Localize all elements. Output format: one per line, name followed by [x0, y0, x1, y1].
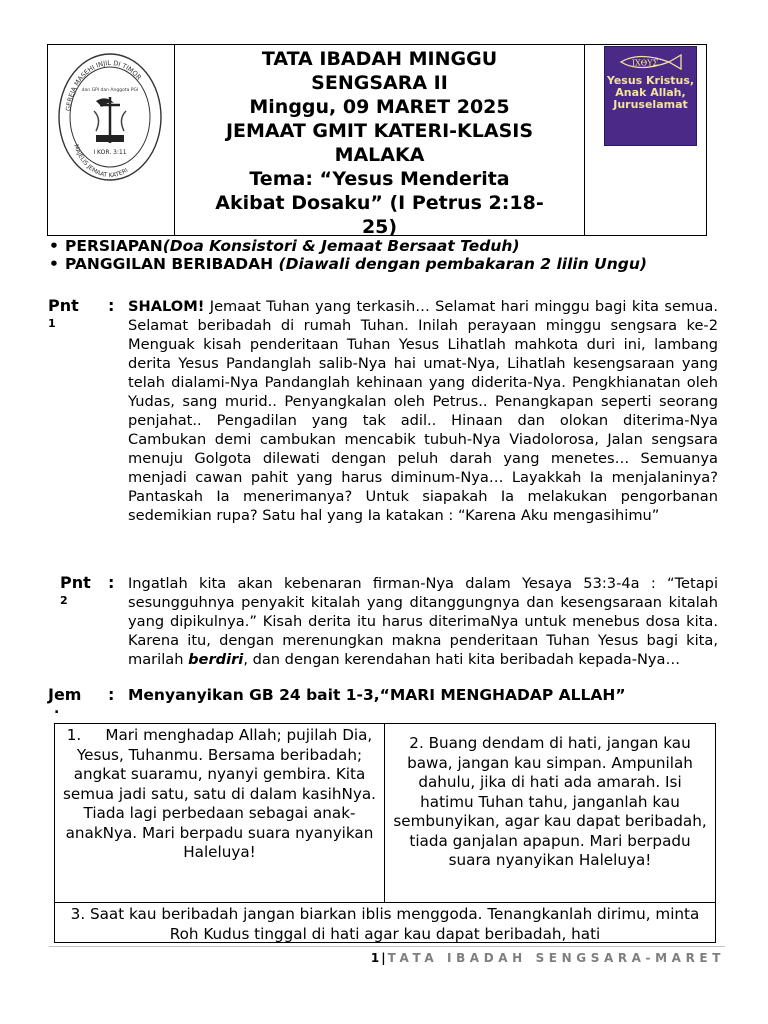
- speaker-label: Pnt: [60, 573, 91, 592]
- emblem-line: Juruselamat: [613, 98, 688, 111]
- speaker-label: Jem: [48, 685, 82, 704]
- bullet-italic: (Doa Konsistori & Jemaat Bersaat Teduh): [162, 237, 520, 255]
- page-footer: [49, 946, 725, 965]
- title-line: Akibat Dosaku” (I Petrus 2:18-: [215, 192, 544, 214]
- seal-top-text: GEREJA MASEHI INJIL DI TIMOR: [64, 58, 143, 112]
- bullet-persiapan: [49, 237, 721, 255]
- title-line: 25): [361, 216, 398, 238]
- seal-bottom-text: MAJELIS JEMAAT KATERI: [72, 143, 130, 180]
- title-line: TATA IBADAH MINGGU: [261, 48, 498, 70]
- bullet-panggilan: [49, 255, 721, 273]
- jem-row: [48, 685, 718, 717]
- title-line: Minggu, 09 MARET 2025: [249, 96, 510, 118]
- title-line: Tema: “Yesus Menderita: [249, 168, 510, 190]
- shalom-lead: SHALOM!: [128, 298, 205, 315]
- pnt1-row: [48, 297, 718, 525]
- seal-inner-text: dan GPI dan Anggota PGI: [81, 88, 139, 93]
- church-seal-logo: [56, 51, 164, 183]
- emblem-line: Yesus Kristus,: [606, 74, 695, 87]
- title-cell: [175, 45, 585, 238]
- seal-verse: I KOR. 3:11: [93, 149, 127, 156]
- bullet-italic: (Diawali dengan pembakaran 2 lilin Ungu): [278, 255, 647, 273]
- song-verse-3: 3. Saat kau beribadah jangan biarkan iblis menggoda. Tenangkanlah dirimu, minta Roh Kudus tinggal di hati agar kau dapat beribadah, hati: [70, 905, 700, 943]
- bullet-bold: PANGGILAN BERIBADAH: [65, 255, 279, 273]
- ichthys-text: IXΘYΣ: [631, 58, 658, 68]
- song-verse-1: 1. Mari menghadap Allah; pujilah Dia, Yesus, Tuhanmu. Bersama beribadah; angkat suaramu, nyanyi gembira. Kita semua jadi satu, satu di dalam kasihNya. Tiada lagi perbedaan sebagai anak-anakNya. Mari berpadu suara nyanyikan Haleluya!: [55, 724, 385, 902]
- bullet-dot: •: [49, 237, 59, 255]
- emblem-cell: [585, 45, 706, 235]
- pnt1-text: SHALOM! Jemaat Tuhan yang terkasih… Selamat hari minggu bagi kita semua. Selamat beribadah di rumah Tuhan. Inilah perayaan minggu sengsara ke-2 Menguak kisah penderitaan Tuhan Yesus Lihatlah mahkota duri ini, lambang derita Yesus Pandanglah salib-Nya hai umat-Nya, Lihatlah kesengsaraan yang telah dialami-Nya Pandanglah kehinaan yang diderita-Nya. Pengkhianatan oleh Yudas, sang murid.. Penyangkalan oleh Petrus.. Penangkapan seperti seorang penjahat.. Pengadilan yang tak adil.. Hinaan dan olokan diterima-Nya Cambukan demi cambukan mencabik tubuh-Nya Viadolorosa, Jalan sengsara menuju Golgota dilewati dengan peluh darah yang menetes… Semuanya menjadi cawan pahit yang harus diminum-Nya… Layakkah Ia menjalaninya? Pantaskah Ia menerimanya? Untuk siapakah Ia melakukan pengorbanan sedemikian rupa? Satu hal yang Ia katakan : “Karena Aku mengasihimu”: [128, 298, 718, 524]
- bullet-bold: PERSIAPAN: [65, 237, 163, 255]
- footer-separator: |: [381, 951, 386, 965]
- ichthys-emblem: [604, 46, 697, 146]
- jem-text: Menyanyikan GB 24 bait 1-3,“MARI MENGHADAP ALLAH”: [128, 686, 626, 704]
- colon: :: [108, 296, 115, 315]
- speaker-number: 2: [60, 594, 68, 607]
- pnt2-text: Ingatlah kita akan kebenaran firman-Nya dalam Yesaya 53:3-4a : “Tetapi sesungguhnya penyakit kitalah yang ditanggungnya dan kesengsaraan kitalah yang dipikulnya.” Kisah derita itu harus diterimaNya untuk menebus dosa kita. Karena itu, dengan merenungkan makna penderitaan Tuhan Yesus bagi kita, marilah berdiri, dan dengan kerendahan hati kita beribadah kepada-Nya…: [128, 575, 718, 668]
- fish-icon: [619, 53, 683, 71]
- logo-cell: [48, 45, 175, 235]
- page-number: 1: [370, 951, 380, 965]
- pnt2-row: [48, 574, 718, 669]
- footer-title: TATA IBADAH SENGSARA-MARET: [387, 951, 725, 965]
- header-table: [47, 44, 707, 236]
- bullet-dot: •: [49, 255, 59, 273]
- speaker-label: Pnt: [48, 296, 79, 315]
- emblem-line: Anak Allah,: [615, 86, 686, 99]
- title-line: JEMAAT GMIT KATERI-KLASIS: [225, 120, 534, 142]
- speaker-dot: .: [54, 701, 60, 717]
- colon: :: [108, 573, 115, 592]
- emphasis-berdiri: berdiri: [188, 651, 244, 668]
- bullet-list: [49, 237, 721, 273]
- song-table: [54, 723, 716, 943]
- colon: :: [108, 685, 115, 704]
- speaker-number: 1: [48, 317, 56, 330]
- title-line: SENGSARA II: [311, 72, 448, 94]
- title-line: MALAKA: [334, 144, 425, 166]
- song-verse-2: 2. Buang dendam di hati, jangan kau bawa, jangan kau simpan. Ampunilah dahulu, jika di hati ada amarah. Isi hatimu Tuhan tahu, janganlah kau sembunyikan, agar kau dapat beribadah, tiada ganjalan apapun. Mari berpadu suara nyanyikan Haleluya!: [393, 734, 707, 869]
